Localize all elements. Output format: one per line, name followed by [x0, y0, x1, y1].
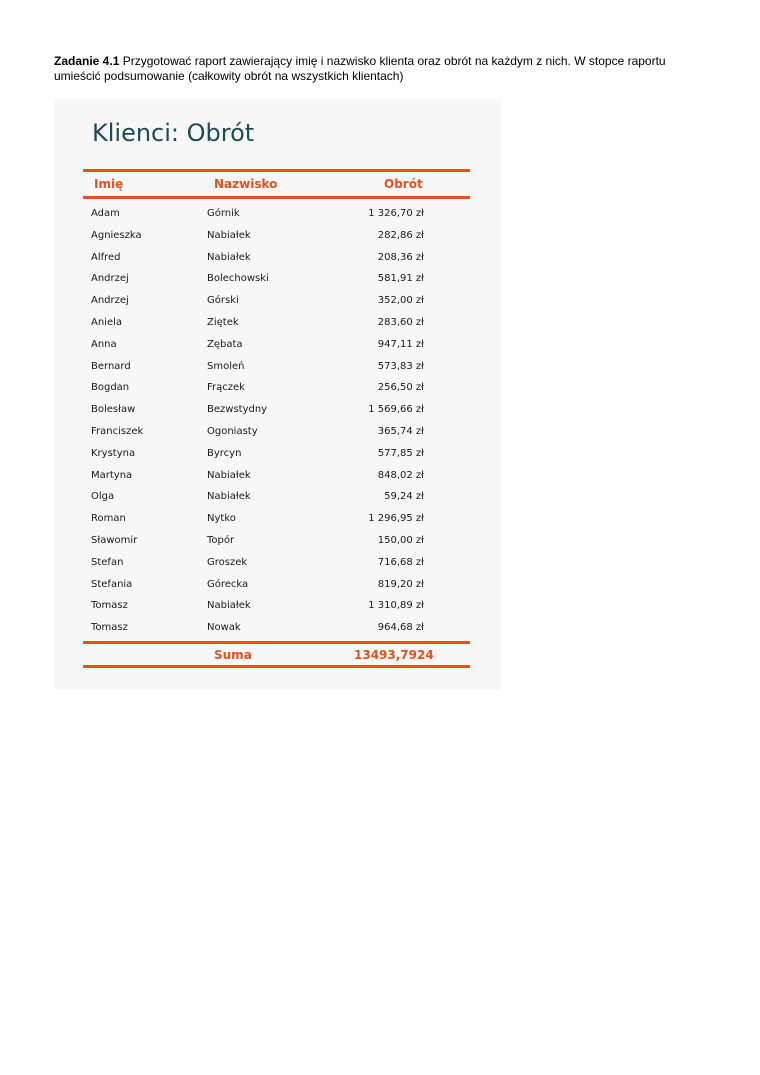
- last-name-cell: Nabiałek: [207, 251, 251, 263]
- last-name-cell: Nabiałek: [207, 229, 251, 241]
- last-name-cell: Topór: [207, 534, 235, 546]
- first-name-cell: Andrzej: [91, 273, 129, 285]
- first-name-cell: Tomasz: [91, 600, 128, 612]
- report-rows: [54, 205, 501, 641]
- table-row: [54, 597, 501, 619]
- task-text: Przygotować raport zawierający imię i nazwisko klienta oraz obrót na każdym z nich. W stopce raportu umieścić podsumowanie (całkowity obrót na wszystkich klientach): [54, 54, 666, 83]
- amount-cell: 256,50 zł: [377, 382, 424, 394]
- table-row: [54, 292, 501, 314]
- amount-cell: 150,00 zł: [377, 534, 424, 546]
- last-name-cell: Bolechowski: [207, 273, 269, 285]
- last-name-cell: Górnik: [207, 208, 240, 219]
- table-row: [54, 205, 501, 227]
- table-row: [54, 227, 501, 249]
- amount-cell: 947,11 zł: [377, 338, 424, 350]
- amount-cell: 208,36 zł: [377, 251, 424, 263]
- table-row: [54, 379, 501, 401]
- first-name-cell: Tomasz: [91, 622, 128, 634]
- table-row: [54, 423, 501, 445]
- last-name-cell: Frączek: [207, 382, 245, 394]
- table-row: [54, 488, 501, 510]
- first-name-cell: Bernard: [91, 360, 131, 372]
- report-image: [54, 99, 501, 690]
- first-name-cell: Agnieszka: [91, 229, 142, 241]
- table-row: [54, 510, 501, 532]
- last-name-cell: Nabiałek: [207, 469, 251, 481]
- table-row: [54, 336, 501, 358]
- last-name-cell: Smoleń: [207, 360, 245, 372]
- last-name-cell: Ogoniasty: [207, 425, 258, 437]
- last-name-cell: Nabiałek: [207, 600, 251, 612]
- last-name-cell: Bezwstydny: [207, 404, 268, 416]
- first-name-cell: Adam: [91, 208, 120, 219]
- first-name-cell: Bolesław: [91, 404, 136, 416]
- first-name-cell: Anna: [91, 338, 117, 350]
- amount-cell: 573,83 zł: [377, 360, 424, 372]
- amount-cell: 581,91 zł: [377, 273, 424, 285]
- first-name-cell: Stefan: [91, 556, 124, 568]
- table-row: [54, 445, 501, 467]
- table-row: [54, 358, 501, 380]
- amount-cell: 1 569,66 zł: [368, 404, 424, 416]
- first-name-cell: Andrzej: [91, 295, 129, 307]
- report-title: Klienci: Obrót: [92, 119, 255, 147]
- header-amount: Obrót: [384, 177, 423, 191]
- first-name-cell: Stefania: [91, 578, 133, 590]
- footer-bottom-rule: [83, 665, 470, 668]
- amount-cell: 283,60 zł: [377, 316, 424, 328]
- last-name-cell: Górski: [207, 295, 239, 307]
- last-name-cell: Górecka: [207, 578, 249, 590]
- first-name-cell: Roman: [91, 513, 126, 525]
- task-number: Zadanie 4.1: [54, 54, 120, 68]
- first-name-cell: Olga: [91, 491, 115, 503]
- first-name-cell: Bogdan: [91, 382, 130, 394]
- first-name-cell: Alfred: [91, 251, 121, 263]
- table-row: [54, 619, 501, 641]
- first-name-cell: Krystyna: [91, 447, 136, 459]
- table-row: [54, 314, 501, 336]
- task-description: [54, 54, 694, 84]
- amount-cell: 1 310,89 zł: [368, 600, 424, 612]
- amount-cell: 716,68 zł: [377, 556, 424, 568]
- last-name-cell: Byrcyn: [207, 447, 242, 459]
- amount-cell: 365,74 zł: [377, 425, 424, 437]
- header-first-name: Imię: [94, 177, 124, 191]
- header-bottom-rule: [83, 196, 470, 199]
- last-name-cell: Nytko: [207, 513, 236, 525]
- amount-cell: 59,24 zł: [384, 491, 424, 503]
- first-name-cell: Franciszek: [91, 425, 144, 437]
- last-name-cell: Nabiałek: [207, 491, 251, 503]
- table-row: [54, 270, 501, 292]
- table-row: [54, 554, 501, 576]
- table-row: [54, 532, 501, 554]
- first-name-cell: Aniela: [91, 316, 123, 328]
- table-row: [54, 467, 501, 489]
- amount-cell: 282,86 zł: [377, 229, 424, 241]
- amount-cell: 1 326,70 zł: [368, 208, 424, 219]
- table-row: [54, 401, 501, 423]
- header-top-rule: [83, 169, 470, 172]
- last-name-cell: Groszek: [207, 556, 248, 568]
- amount-cell: 577,85 zł: [377, 447, 424, 459]
- sum-label: Suma: [214, 648, 252, 662]
- footer-top-rule: [83, 641, 470, 644]
- amount-cell: 848,02 zł: [377, 469, 424, 481]
- amount-cell: 352,00 zł: [377, 295, 424, 307]
- amount-cell: 1 296,95 zł: [368, 513, 424, 525]
- last-name-cell: Ziętek: [207, 316, 239, 328]
- last-name-cell: Nowak: [207, 622, 241, 634]
- sum-value: 13493,7924: [354, 648, 434, 662]
- table-row: [54, 576, 501, 598]
- first-name-cell: Sławomir: [91, 534, 138, 546]
- first-name-cell: Martyna: [91, 469, 133, 481]
- header-last-name: Nazwisko: [214, 177, 278, 191]
- last-name-cell: Zębata: [207, 338, 243, 350]
- amount-cell: 819,20 zł: [377, 578, 424, 590]
- table-row: [54, 249, 501, 271]
- amount-cell: 964,68 zł: [377, 622, 424, 634]
